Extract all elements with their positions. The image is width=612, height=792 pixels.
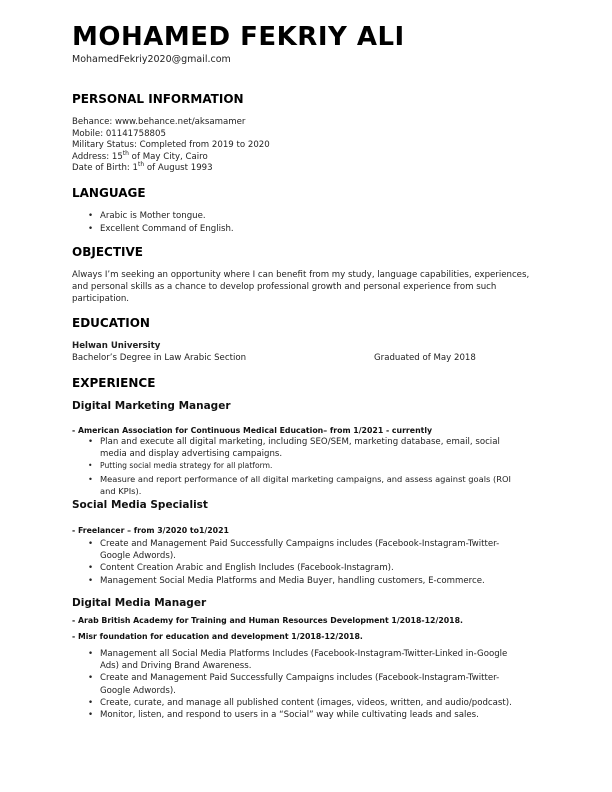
list-item: • Management Social Media Platforms and Media Buyer, handling customers, E-commerce. [88,575,499,587]
email-address[interactable]: MohamedFekriy2020@gmail.com [72,54,231,65]
behance-line[interactable]: Behance: www.behance.net/aksamamer [72,117,246,127]
job-title: Digital Marketing Manager [72,400,231,412]
list-item: • Excellent Command of English. [88,223,234,235]
degree-line: Bachelor’s Degree in Law Arabic Section [72,352,247,363]
job-bullets [88,538,499,587]
list-item: Ads) and Driving Brand Awareness. [100,661,252,672]
address-sup: th [122,149,129,157]
list-item: • Putting social media strategy for all platform. [88,460,511,472]
list-item: Google Adwords). [100,685,176,696]
language-heading: LANGUAGE [72,186,146,200]
mobile-line: Mobile: 01141758805 [72,128,166,139]
school-name: Helwan University [72,341,161,351]
list-item: • Management all Social Media Platforms Includes (Facebook-Instagram-Twitter-Linked in-Google [88,648,512,660]
objective-text: Always I’m seeking an opportunity where I can benefit from my study, language capabilities, experiences, and personal skills as a chance to develop professional growth and personal experience from such participation. [72,270,530,304]
list-item: • Create and Management Paid Successfully Campaigns includes (Facebook-Instagram-Twitter- [88,672,512,684]
list-item: • Measure and report performance of all digital marketing campaigns, and assess against goals (ROI [88,473,511,485]
language-list [88,210,234,235]
job-employer: - Arab British Academy for Training and Human Resources Development 1/2018-12/2018. [72,616,463,625]
job-employer: - Freelancer – from 3/2020 to1/2021 [72,526,229,535]
experience-heading: EXPERIENCE [72,376,156,390]
personal-info-heading: PERSONAL INFORMATION [72,92,244,106]
list-item: • Arabic is Mother tongue. [88,210,234,222]
list-item: • Content Creation Arabic and English Includes (Facebook-Instagram). [88,562,499,574]
list-item: • Plan and execute all digital marketing, including SEO/SEM, marketing database, email, social [88,436,511,448]
graduation-date: Graduated of May 2018 [374,352,476,363]
list-item: • Create and Management Paid Successfully Campaigns includes (Facebook-Instagram-Twitter- [88,538,499,550]
dob-sup: th [138,161,145,169]
list-item: media and display advertising campaigns. [100,449,283,460]
job-title: Social Media Specialist [72,499,208,511]
list-item: and KPIs). [100,485,142,496]
education-heading: EDUCATION [72,316,150,330]
dob-prefix: Date of Birth: 1 [72,163,139,173]
list-item: • Monitor, listen, and respond to users in a “Social” way while cultivating leads and sales. [88,709,512,721]
address-prefix: Address: 15 [72,151,123,162]
dob-suffix: of August 1993 [144,163,213,173]
job-title: Digital Media Manager [72,597,207,609]
dob-line [72,163,213,175]
list-item: • Create, curate, and manage all published content (images, videos, written, and audio/podcast). [88,697,512,709]
full-name: MOHAMED FEKRIY ALI [72,22,405,52]
job-employer-secondary: - Misr foundation for education and development 1/2018-12/2018. [72,632,363,641]
job-bullets [88,436,511,497]
address-suffix: of May City, Cairo [128,151,208,162]
job-employer: - American Association for Continuous Medical Education– from 1/2021 - currently [72,426,433,435]
military-line: Military Status: Completed from 2019 to 2020 [72,140,270,150]
objective-heading: OBJECTIVE [72,245,143,259]
job-bullets [88,648,512,721]
list-item: Google Adwords). [100,551,176,562]
